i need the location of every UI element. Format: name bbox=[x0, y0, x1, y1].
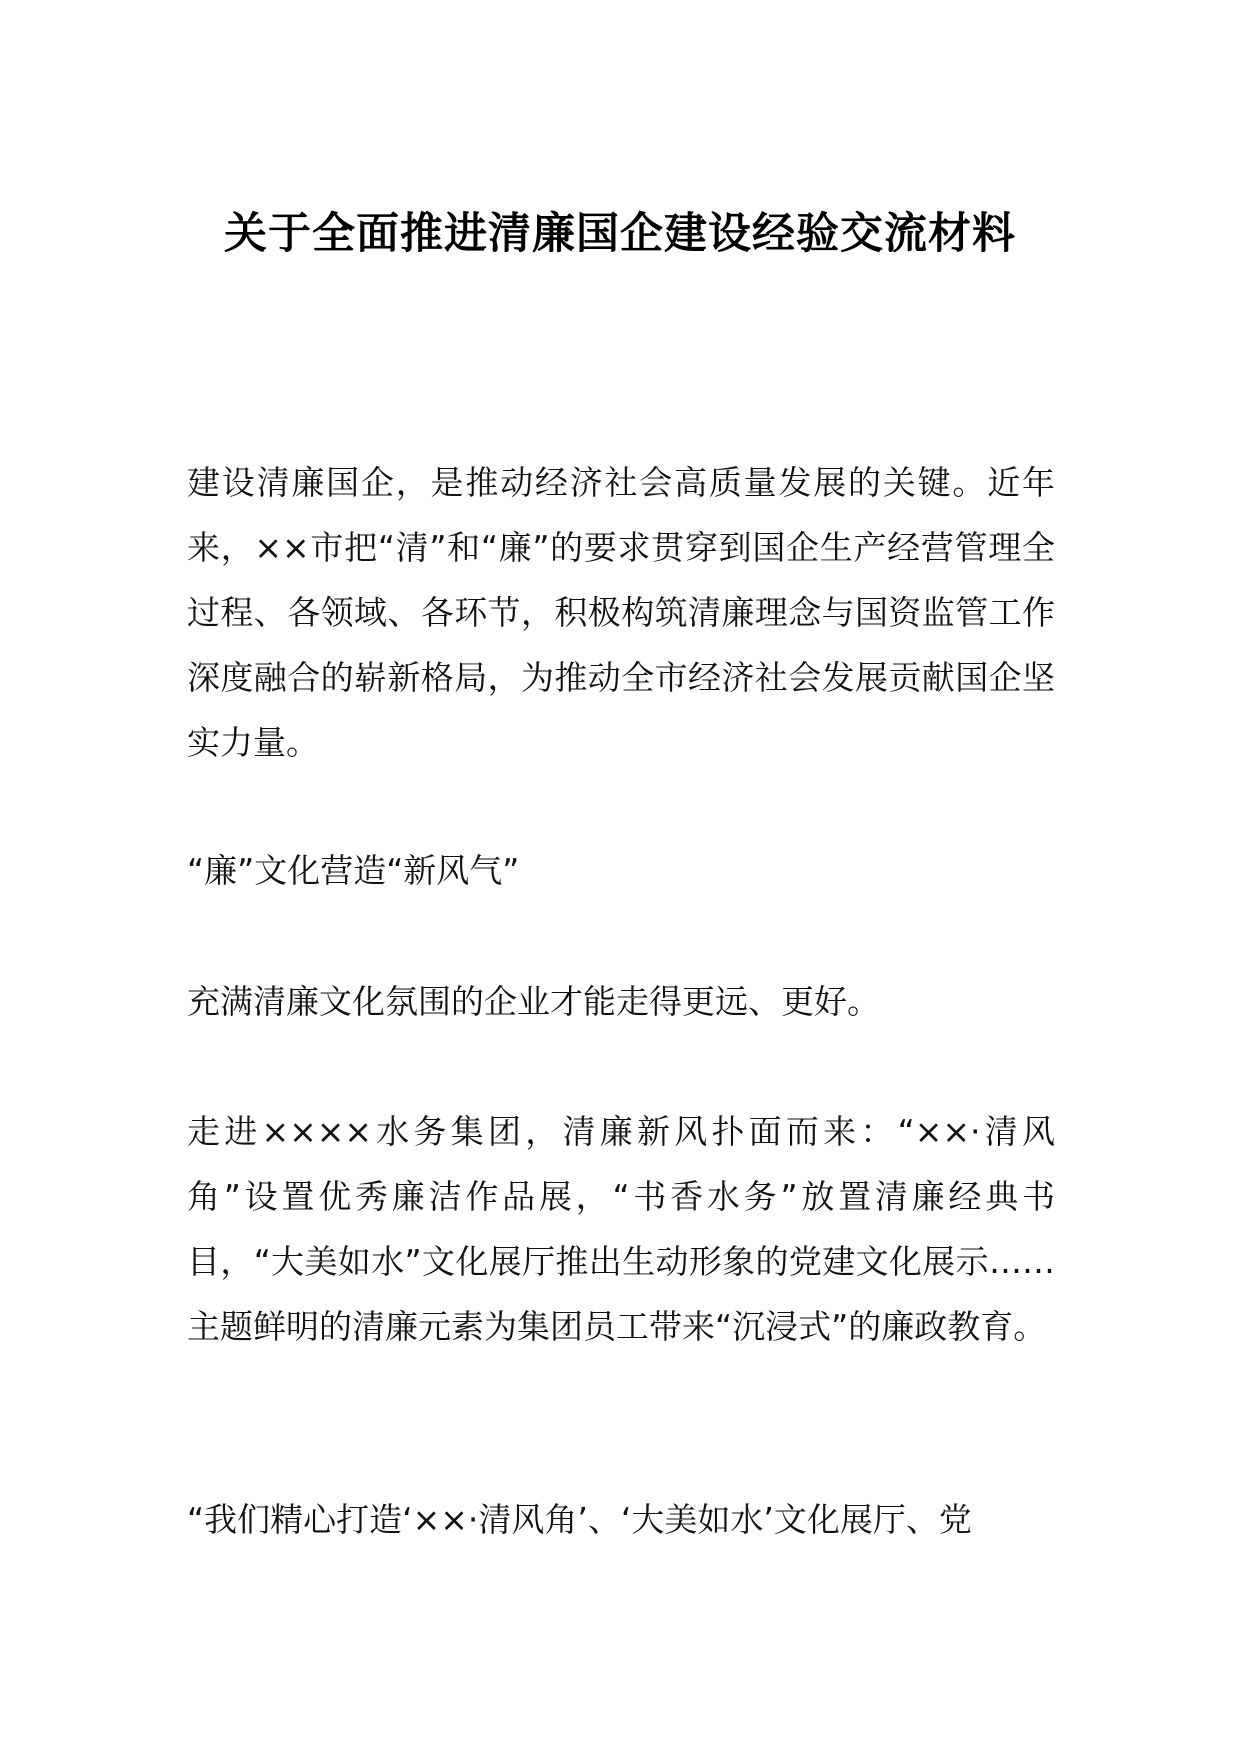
body-paragraph: 走进××××水务集团，清廉新风扑面而来：“××·清风角”设置优秀廉洁作品展，“书香水务”放置清廉经典书目，“大美如水”文化展厅推出生动形象的党建文化展示……主题鲜明的清廉元素为集团员工带来“沉浸式”的廉政教育。 bbox=[187, 1112, 1055, 1346]
section-heading: “廉”文化营造“新风气” bbox=[187, 851, 520, 890]
body-paragraph: 充满清廉文化氛围的企业才能走得更远、更好。 bbox=[187, 982, 880, 1021]
intro-paragraph: 建设清廉国企，是推动经济社会高质量发展的关键。近年来，××市把“清”和“廉”的要求贯穿到国企生产经营管理全过程、各领域、各环节，积极构筑清廉理念与国资监管工作深度融合的崭新格局，为推动全市经济社会发展贡献国企坚实力量。 bbox=[187, 463, 1055, 762]
document-title: 关于全面推进清廉国企建设经验交流材料 bbox=[224, 209, 1016, 259]
body-paragraph: “我们精心打造‘××·清风角’、‘大美如水’文化展厅、党 bbox=[187, 1500, 972, 1539]
